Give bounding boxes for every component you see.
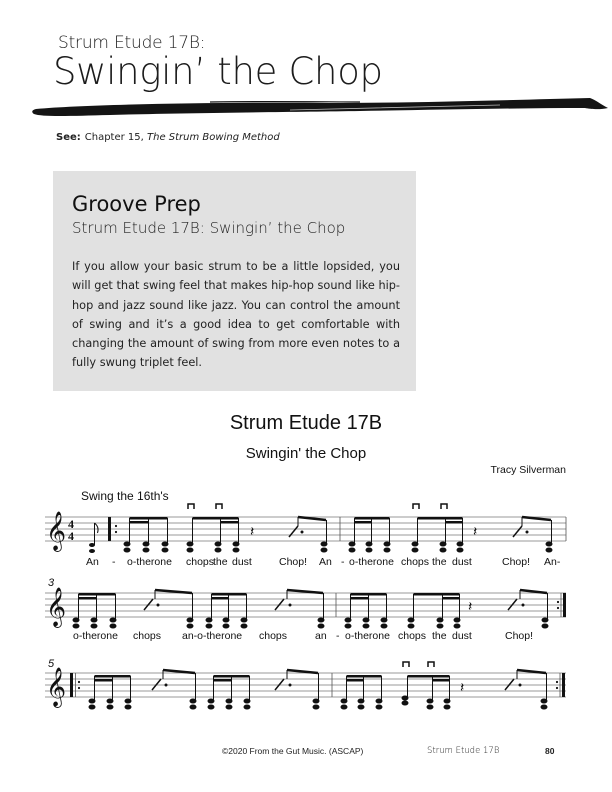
time-signature [68,517,74,543]
treble-clef-icon [46,511,66,552]
chapter-reference [56,132,280,143]
tempo-marking: Swing the 16th's [81,489,169,503]
lyric: dust [452,556,472,568]
lyric: an-o-therone [182,630,243,642]
svg-text:4: 4 [68,529,74,543]
lyric: the [213,556,228,568]
score-title: Strum Etude 17B [229,412,383,434]
lyric: An- [544,556,561,568]
lyric: the [432,556,447,568]
etude-kicker: Strum Etude 17B: [58,33,206,53]
lyric: - [336,630,340,642]
lyrics-line-1 [0,556,612,570]
groove-prep-body: If you allow your basic strum to be a little lopsided, you will get that swing feel that makes hip-hop sound like hip-hop and jazz sound like jazz. You can control the amount of swing and it’s a good idea to get comfortable with changing the amount of swing from more even notes to a fully swung triplet feel. [72,260,400,370]
lyric: Chop! [502,556,531,568]
lyric: dust [452,630,472,642]
lyric: dust [232,556,252,568]
svg-text:4: 4 [68,517,74,531]
lyric: o-therone [73,630,118,642]
lyric: an [315,630,327,642]
measure-number: 5 [48,658,55,670]
page-number: 80 [545,746,555,756]
lyric: - [341,556,345,568]
svg-text:𝄽: 𝄽 [250,524,255,540]
treble-clef-icon [46,587,66,628]
groove-prep-title: Groove Prep [72,192,201,216]
lyric: chops [401,556,430,568]
svg-text:𝄞: 𝄞 [46,587,67,627]
lyric: An [319,556,332,568]
see-label: See: [56,132,81,143]
staff-system-2 [0,576,612,636]
measure-number: 3 [48,577,55,589]
lyric: - [112,556,116,568]
score-subtitle: Swingin' the Chop [245,445,367,462]
staff-system-1 [0,500,612,560]
lyrics-line-2 [0,630,612,644]
page-title: Swingin’ the Chop [53,50,383,93]
lyric: chops [398,630,427,642]
svg-text:𝄞: 𝄞 [46,511,67,551]
svg-text:𝄽: 𝄽 [473,524,478,540]
lyric: the [432,630,447,642]
lyric: o-therone [127,556,172,568]
footer-title: Strum Etude 17B [427,746,500,756]
groove-prep-box [53,171,416,391]
see-chapter: Chapter 15, [84,132,148,143]
composer-credit: Tracy Silverman [490,464,566,476]
treble-clef-icon [46,667,66,708]
lyric: chops [133,630,162,642]
lyric: Chop! [505,630,534,642]
svg-text:𝄞: 𝄞 [46,667,67,707]
brush-stroke-divider [30,96,612,126]
lyric: chops [259,630,288,642]
svg-text:𝄽: 𝄽 [460,680,465,696]
lyric: chops [186,556,215,568]
see-book-title: The Strum Bowing Method [147,132,280,143]
lyric: o-therone [349,556,394,568]
lyric: An [86,556,99,568]
lyric: o-therone [345,630,390,642]
footer-copyright: ©2020 From the Gut Music. (ASCAP) [222,746,364,756]
staff-system-3 [0,656,612,718]
lyric: Chop! [279,556,308,568]
groove-prep-subtitle: Strum Etude 17B: Swingin’ the Chop [72,219,346,237]
svg-text:𝄽: 𝄽 [468,599,473,615]
